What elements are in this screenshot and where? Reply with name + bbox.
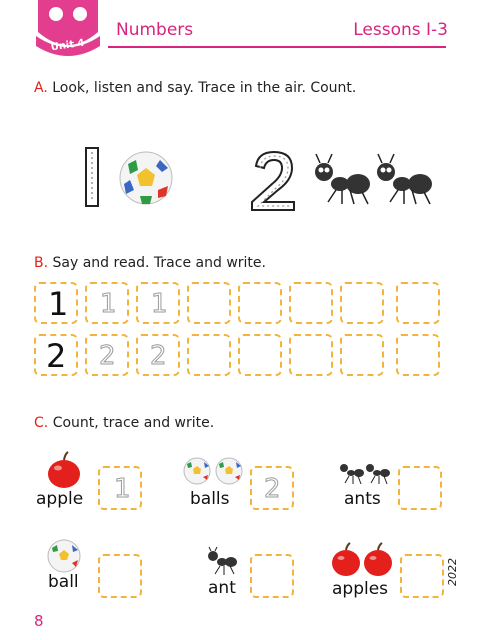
writing-box[interactable]: [34, 334, 78, 376]
writing-box[interactable]: [187, 334, 231, 376]
writing-box[interactable]: [289, 334, 333, 376]
writing-box[interactable]: [34, 282, 78, 324]
soccer-ball-small-icon: [46, 538, 82, 574]
section-a-instruction: Look, listen and say. Trace in the air. Count.: [52, 80, 357, 96]
answer-box[interactable]: [250, 554, 294, 598]
apple-icon: [44, 450, 84, 490]
word-ball: ball: [48, 572, 79, 592]
numeral-two-trace-icon: [248, 148, 300, 212]
traced-numeral: 1: [114, 474, 131, 504]
numeral-one-trace-icon: [78, 146, 106, 208]
writing-box[interactable]: [238, 282, 282, 324]
unit-badge: [30, 0, 106, 60]
section-b-instruction: Say and read. Trace and write.: [52, 255, 266, 271]
writing-box[interactable]: [85, 282, 129, 324]
section-b-letter: B.: [34, 255, 49, 271]
writing-box[interactable]: [85, 334, 129, 376]
section-a-letter: A.: [34, 80, 48, 96]
writing-box[interactable]: [396, 282, 440, 324]
section-b-title: [34, 255, 266, 271]
year-label: 2022: [446, 558, 459, 586]
answer-box[interactable]: [398, 466, 442, 510]
word-balls: balls: [190, 489, 230, 509]
section-c-instruction: Count, trace and write.: [52, 415, 215, 431]
writing-box[interactable]: [136, 334, 180, 376]
writing-box[interactable]: [340, 282, 384, 324]
page-number: 8: [34, 612, 44, 630]
answer-box[interactable]: [98, 466, 142, 510]
traced-numeral: 2: [150, 341, 167, 371]
writing-box[interactable]: [396, 334, 440, 376]
writing-box[interactable]: [238, 334, 282, 376]
solid-numeral: 1: [48, 285, 69, 323]
writing-box[interactable]: [187, 282, 231, 324]
lessons-label: Lessons I-3: [353, 20, 448, 40]
section-c-title: [34, 415, 214, 431]
two-soccer-balls-icon: [182, 456, 244, 486]
writing-box[interactable]: [289, 282, 333, 324]
traced-numeral: 1: [100, 289, 117, 319]
ant-icon: [206, 546, 238, 576]
unit-label: Unit 4: [50, 37, 86, 54]
word-apple: apple: [36, 489, 84, 509]
solid-numeral: 2: [46, 337, 67, 375]
answer-box[interactable]: [400, 554, 444, 598]
two-apples-icon: [330, 542, 396, 578]
traced-numeral: 2: [264, 474, 281, 504]
section-c-letter: C.: [34, 415, 49, 431]
soccer-ball-icon: [118, 150, 174, 206]
writing-box[interactable]: [136, 282, 180, 324]
section-a-title: [34, 80, 356, 96]
answer-box[interactable]: [250, 466, 294, 510]
word-apples: apples: [332, 579, 389, 599]
answer-box[interactable]: [98, 554, 142, 598]
header-divider: [108, 46, 446, 48]
word-ant: ant: [208, 578, 236, 598]
writing-box[interactable]: [340, 334, 384, 376]
word-ants: ants: [344, 489, 381, 509]
traced-numeral: 1: [151, 289, 168, 319]
page-title: Numbers: [116, 20, 194, 40]
two-ants-icon: [306, 150, 434, 214]
traced-numeral: 2: [99, 341, 116, 371]
two-ants-small-icon: [336, 458, 392, 486]
